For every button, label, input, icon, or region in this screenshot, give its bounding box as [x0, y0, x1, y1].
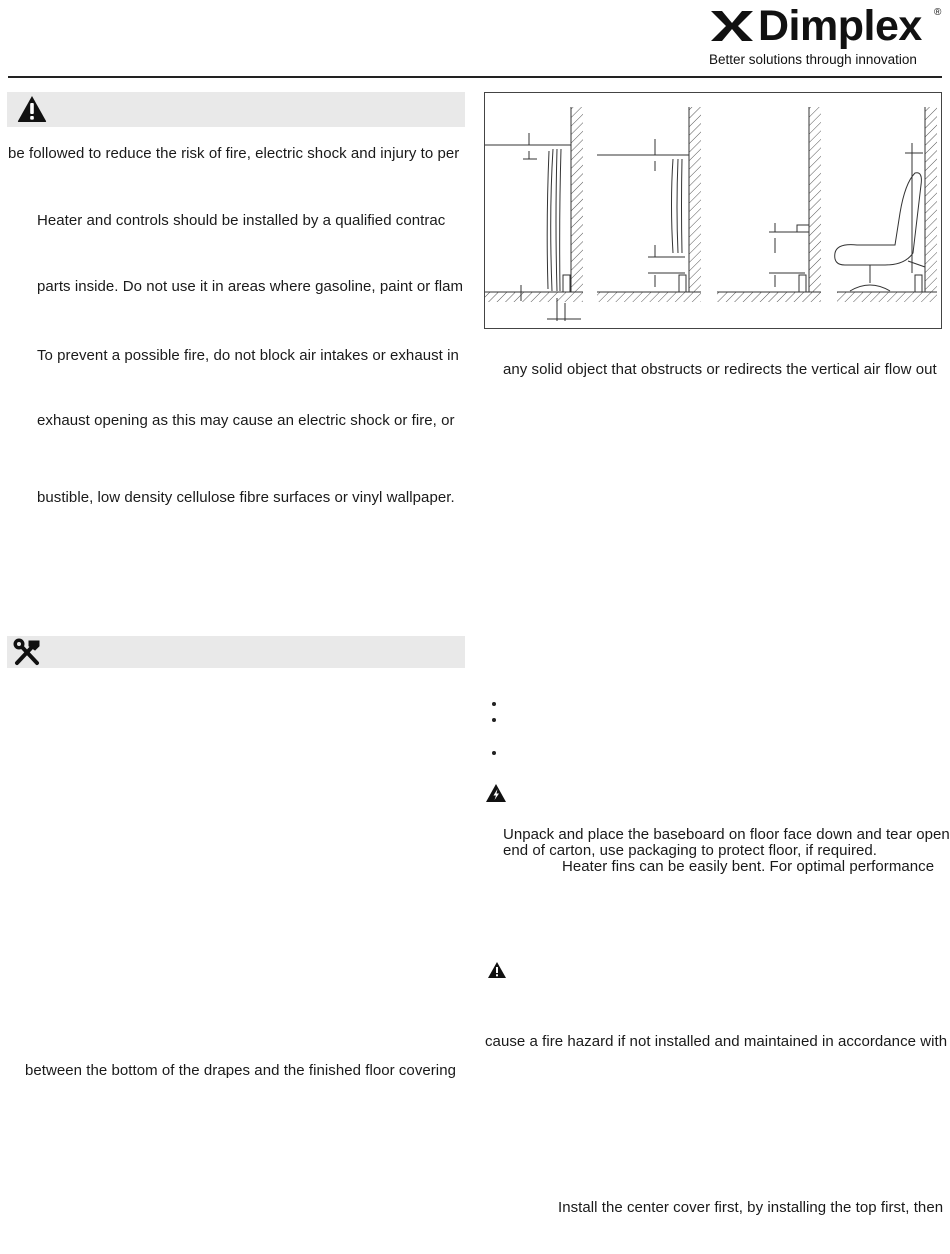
body-text-line: Unpack and place the baseboard on floor face down and tear open [503, 826, 950, 843]
registered-mark: ® [934, 7, 942, 18]
clearance-diagram [485, 93, 941, 328]
installation-section-bar [7, 636, 465, 668]
safety-text-line: To prevent a possible fire, do not block air intakes or exhaust in [37, 347, 459, 364]
body-text-line: any solid object that obstructs or redirects the vertical air flow out [503, 361, 937, 378]
body-text-line: end of carton, use packaging to protect floor, if required. [503, 842, 878, 859]
body-text-line: Install the center cover first, by installing the top first, then [558, 1199, 944, 1216]
list-bullet [492, 751, 496, 755]
warning-triangle-icon [487, 961, 507, 979]
body-text-line: cause a fire hazard if not installed and maintained in accordance with [485, 1033, 948, 1050]
safety-text-line: between the bottom of the drapes and the finished floor covering [25, 1062, 456, 1079]
warning-triangle-icon [17, 95, 47, 123]
list-bullet [492, 718, 496, 722]
electric-shock-warning-icon [485, 783, 507, 803]
list-bullet [492, 702, 496, 706]
tools-icon [11, 637, 43, 667]
brand-tagline: Better solutions through innovation [709, 52, 917, 67]
clearance-figure [484, 92, 942, 329]
dimplex-logo-mark-icon [709, 6, 755, 46]
header-divider [8, 76, 942, 78]
safety-text-line: be followed to reduce the risk of fire, electric shock and injury to per [8, 145, 460, 162]
safety-text-line: parts inside. Do not use it in areas where gasoline, paint or flam [37, 278, 464, 295]
safety-text-line: exhaust opening as this may cause an electric shock or fire, or [37, 412, 455, 429]
body-text-line: Heater fins can be easily bent. For optimal performance [562, 858, 935, 875]
safety-text-line: bustible, low density cellulose fibre surfaces or vinyl wallpaper. [37, 489, 455, 506]
safety-text-line: Heater and controls should be installed by a qualified contrac [37, 212, 446, 229]
safety-section-bar [7, 92, 465, 127]
brand-name: Dimplex [758, 2, 922, 50]
